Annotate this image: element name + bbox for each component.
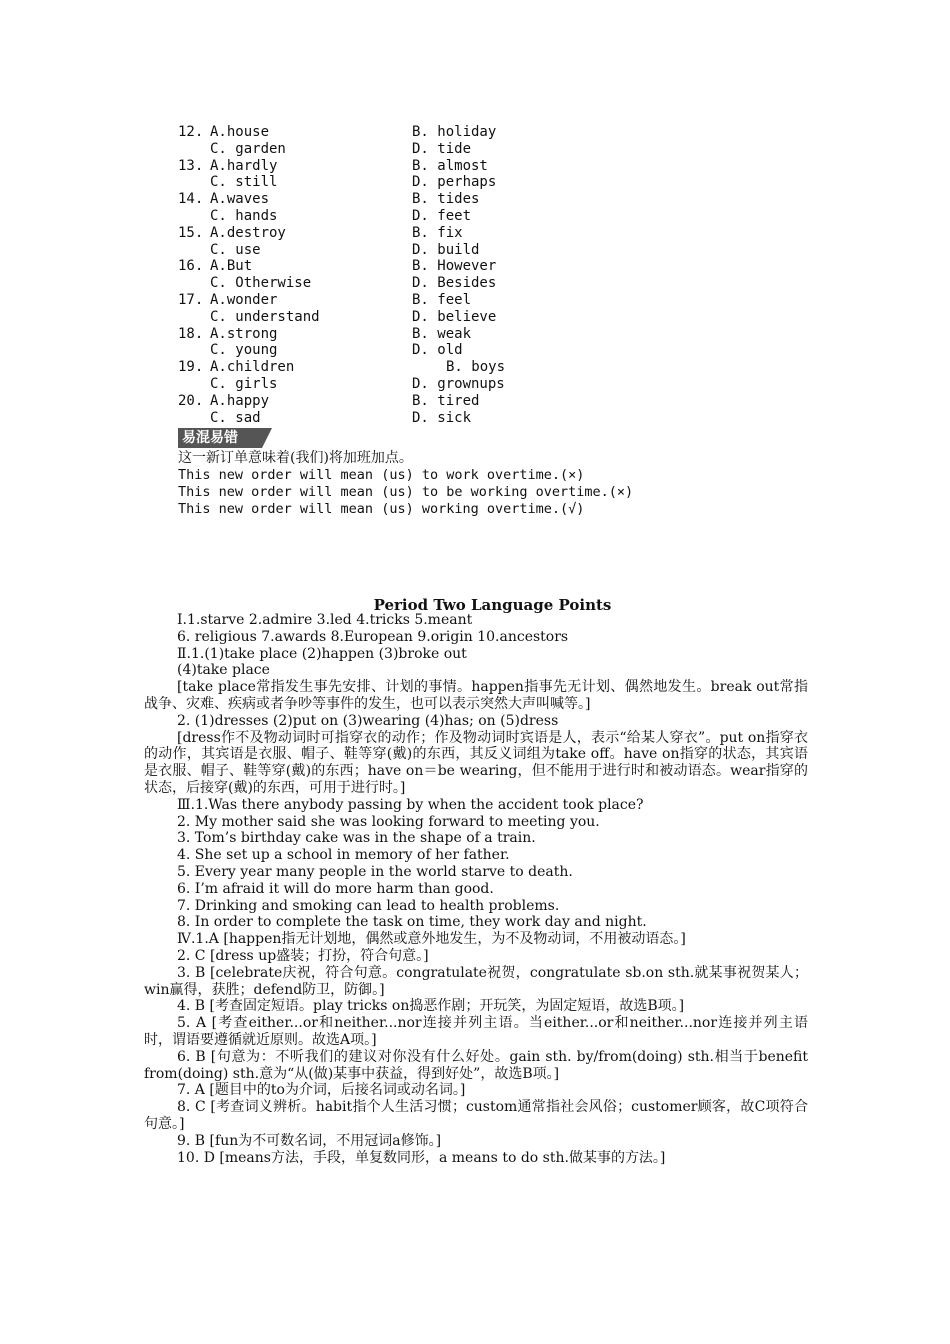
option-a: A.But [210,258,253,275]
option-b: B. boys [446,359,506,376]
question-number: 16. [178,258,204,275]
answer-line: 8. In order to complete the task on time, they work day and night. [177,914,647,931]
option-b: B. tides [412,191,480,208]
option-c: C. understand [210,308,320,325]
answer-line: Ⅲ.1.Was there anybody passing by when the accident took place? [177,796,644,813]
confusion-line-2: This new order will mean (us) to be working overtime.(×) [178,484,634,500]
option-c: C. young [210,342,278,359]
confusion-block [178,450,633,518]
confusion-badge: 易混易错 [178,428,262,448]
answer-line: Ⅳ.1.A [happen指无计划地，偶然或意外地发生，为不及物动词，不用被动语态。] [177,931,686,948]
answer-line: [take place常指发生事先安排、计划的事情。happen指事先无计划、偶然地发生。break out常指战争、灾难、疾病或者争吵等事件的发生，也可以表示突然大声叫喊等。] [144,679,808,712]
option-d: D. sick [412,409,472,426]
answer-line: 4. B [考查固定短语。play tricks on捣恶作剧；开玩笑，为固定短语，故选B项。] [177,998,685,1015]
answer-line: 5. Every year many people in the world starve to death. [177,863,573,880]
answer-line: 3. Tom’s birthday cake was in the shape of a train. [177,830,536,847]
option-a: A.happy [210,392,270,409]
answer-line: 5. A [考查either...or和neither...nor连接并列主语。当either...or和neither...nor连接并列主语时，谓语要遵循就近原则。故选A项。] [144,1015,808,1048]
question-number: 19. [178,359,204,376]
option-d: D. grownups [412,375,505,392]
answer-line: 6. B [句意为：不听我们的建议对你没有什么好处。gain sth. by/from(doing) sth.相当于benefit from(doing) sth.意为“从(做)某事中获益，得到好处”，故选B项。] [144,1048,808,1082]
answer-line: 6. religious 7.awards 8.European 9.origin 10.ancestors [177,628,569,645]
option-a: A.strong [210,325,278,342]
confusion-line-cn: 这一新订单意味着(我们)将加班加点。 [178,450,413,466]
option-d: D. feet [412,207,472,224]
option-b: B. fix [412,224,463,241]
option-c: C. hands [210,207,278,224]
option-d: D. perhaps [412,174,497,191]
answer-line: [dress作不及物动词时可指穿衣的动作；作及物动词时宾语是人，表示“给某人穿衣”。put on指穿衣的动作，其宾语是衣服、帽子、鞋等穿(戴)的东西，其反义词组为take off。have on指穿的状态，其宾语是衣服、帽子、鞋等穿(戴)的东西；have on＝be wearing，但不能用于进行时和被动语态。wear指穿的状态，后接穿(戴)的东西，可用于进行时。] [144,729,808,796]
answer-line: Ⅱ.1.(1)take place (2)happen (3)broke out [177,645,467,662]
answer-line: 3. B [celebrate庆祝，符合句意。congratulate祝贺，congratulate sb.on sth.就某事祝贺某人；win赢得，获胜；defend防卫，防御。] [144,964,808,998]
option-b: B. holiday [412,124,497,140]
question-number: 13. [178,157,204,174]
option-a: A.house [210,124,270,140]
confusion-line-1: This new order will mean (us) to work overtime.(×) [178,467,585,483]
answer-line: Ⅰ.1.starve 2.admire 3.led 4.tricks 5.meant [177,612,473,628]
option-a: A.children [210,359,295,376]
question-number: 15. [178,224,204,241]
answer-line: 2. C [dress up盛装；打扮，符合句意。] [177,947,429,964]
option-c: C. girls [210,375,278,392]
answer-line: 2. My mother said she was looking forward to meeting you. [177,813,600,830]
option-d: D. build [412,241,480,258]
option-b: B. However [412,258,497,275]
option-b: B. tired [412,392,480,409]
option-b: B. almost [412,157,488,174]
answer-line: 2. (1)dresses (2)put on (3)wearing (4)has; on (5)dress [177,712,559,729]
option-a: A.wonder [210,291,278,308]
option-b: B. weak [412,325,472,342]
answer-line: 6. I’m afraid it will do more harm than good. [177,880,494,897]
section-title: Period Two Language Points [373,596,612,614]
option-d: D. Besides [412,275,497,292]
question-number: 17. [178,291,204,308]
confusion-line-3: This new order will mean (us) working overtime.(√) [178,501,585,517]
option-d: D. old [412,342,463,359]
answers-block [144,612,808,1166]
option-c: C. still [210,174,278,191]
question-number: 18. [178,325,204,342]
option-a: A.waves [210,191,270,208]
option-a: A.destroy [210,224,286,241]
option-b: B. feel [412,291,472,308]
option-a: A.hardly [210,157,278,174]
answer-line: 9. B [fun为不可数名词，不用冠词a修饰。] [177,1132,442,1149]
answer-line: 8. C [考查词义辨析。habit指个人生活习惯；custom通常指社会风俗；customer顾客，故C项符合句意。] [144,1099,808,1132]
question-number: 20. [178,392,204,409]
question-number: 14. [178,191,204,208]
answer-line: 10. D [means方法，手段，单复数同形，a means to do sth.做某事的方法。] [177,1149,666,1166]
option-c: C. Otherwise [210,275,312,292]
answer-line: (4)take place [177,662,270,679]
question-number: 12. [178,124,204,140]
option-d: D. tide [412,140,472,157]
answer-line: 7. Drinking and smoking can lead to health problems. [177,897,560,914]
option-c: C. garden [210,140,286,157]
answer-line: 4. She set up a school in memory of her father. [177,847,510,864]
option-c: C. sad [210,409,261,426]
option-c: C. use [210,241,261,258]
option-d: D. believe [412,308,497,325]
answer-line: 7. A [题目中的to为介词，后接名词或动名词。] [177,1082,466,1099]
